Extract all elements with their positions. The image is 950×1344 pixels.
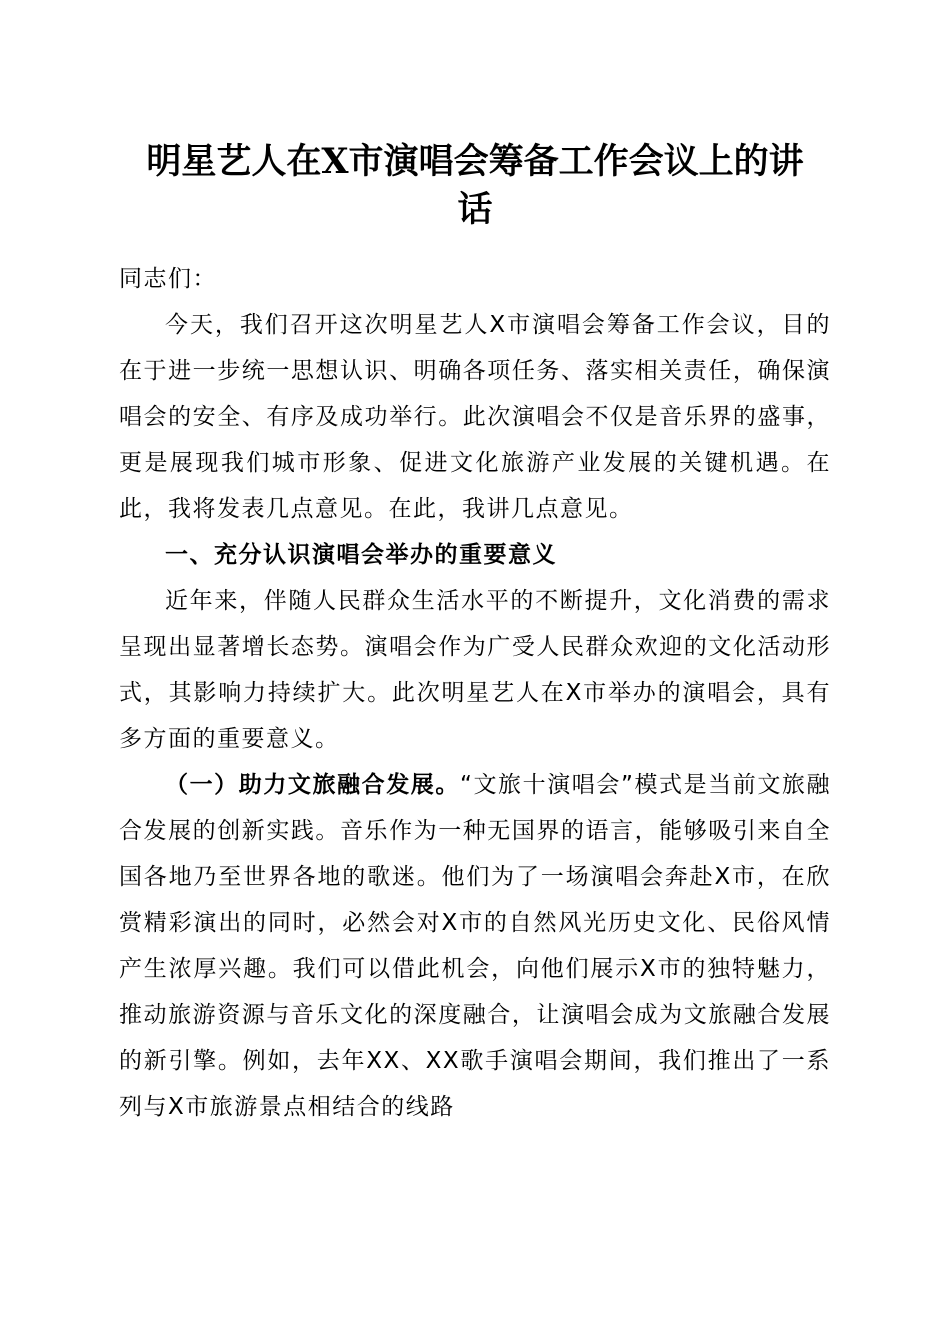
intro-paragraph: 今天，我们召开这次明星艺人X市演唱会筹备工作会议，目的在于进一步统一思想认识、明确各项任务、落实相关责任，确保演唱会的安全、有序及成功举行。此次演唱会不仅是音乐界的盛事，更是展现我们城市形象、促进文化旅游产业发展的关键机遇。在此，我将发表几点意见。在此，我讲几点意见。: [119, 312, 831, 522]
document-body: [119, 256, 831, 1130]
subsection-1-text: “文旅十演唱会”模式是当前文旅融合发展的创新实践。音乐作为一种无国界的语言，能够吸引来自全国各地乃至世界各地的歌迷。他们为了一场演唱会奔赴X市，在欣赏精彩演出的同时，必然会对X市的自然风光历史文化、民俗风情产生浓厚兴趣。我们可以借此机会，向他们展示X市的独特魅力，推动旅游资源与音乐文化的深度融合，让演唱会成为文旅融合发展的新引擎。例如，去年XX、XX歌手演唱会期间，我们推出了一系列与X市旅游景点相结合的线路: [119, 772, 831, 1120]
title-line-1: 明星艺人在X市演唱会筹备工作会议上的讲: [146, 141, 804, 182]
salutation: 同志们：: [119, 266, 217, 292]
section-1-paragraph: 近年来，伴随人民群众生活水平的不断提升，文化消费的需求呈现出显著增长态势。演唱会作为广受人民群众欢迎的文化活动形式，其影响力持续扩大。此次明星艺人在X市举办的演唱会，具有多方面的重要意义。: [119, 588, 831, 752]
subsection-1-paragraph: [119, 762, 831, 1130]
title-line-2: 话: [457, 189, 493, 230]
section-heading-1: 一、充分认识演唱会举办的重要意义: [165, 542, 557, 568]
document-title: [110, 138, 840, 234]
subsection-1-lead: （一）助力文旅融合发展。: [165, 772, 460, 798]
